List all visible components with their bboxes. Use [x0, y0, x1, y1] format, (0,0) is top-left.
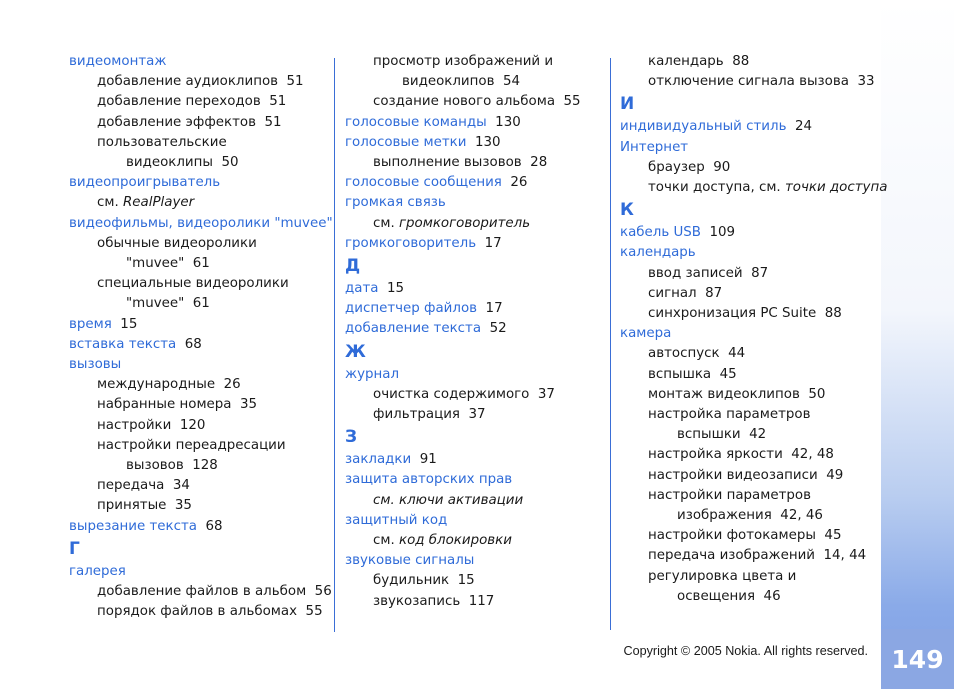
index-subentry [620, 405, 875, 425]
column-divider [610, 58, 611, 630]
index-entry-text: создание нового альбома 55 [373, 94, 581, 110]
index-subentry [620, 284, 875, 304]
index-entry-text: настройки параметров [648, 487, 811, 503]
index-entry-text: 17 [476, 235, 502, 251]
index-entry-text: монтаж видеоклипов 50 [648, 386, 826, 402]
index-cross-reference: точки доступа [784, 180, 888, 196]
index-entry-text: передача изображений 14, 44 [648, 548, 867, 564]
index-subentry [345, 571, 607, 591]
index-topic-link[interactable]: видеофильмы, видеоролики "muvee" [69, 215, 333, 231]
index-subentry [620, 567, 875, 587]
index-entry-text: "muvee" 61 [126, 296, 210, 312]
index-topic-link[interactable]: видеопроигрыватель [69, 175, 221, 191]
index-topic-link[interactable]: календарь [620, 245, 696, 261]
index-entry-text: звукозапись 117 [373, 593, 495, 609]
index-column-3 [620, 52, 888, 607]
index-entry-text: 130 [466, 134, 501, 150]
index-entry [345, 234, 607, 254]
index-entry-text: вспышка 45 [648, 366, 737, 382]
index-topic-link[interactable]: защитный код [345, 512, 448, 528]
index-subentry [620, 526, 875, 546]
index-subentry [69, 133, 331, 153]
index-entry-text: настройка параметров [648, 407, 811, 423]
index-entry-text: набранные номера 35 [97, 397, 258, 413]
index-topic-link[interactable]: галерея [69, 563, 126, 579]
index-subentry [69, 72, 331, 92]
index-entry [345, 133, 607, 153]
index-entry-text: просмотр изображений и [373, 54, 554, 69]
index-entry [620, 324, 875, 344]
index-entry-text: настройки 120 [97, 417, 206, 433]
index-entry [69, 214, 331, 234]
index-topic-link[interactable]: диспетчер файлов [345, 301, 478, 317]
index-entry-text: добавление аудиоклипов 51 [97, 74, 304, 90]
index-letter-heading: И [620, 94, 635, 115]
index-entry [69, 315, 331, 335]
index-subentry [69, 92, 331, 112]
index-entry [345, 319, 607, 339]
index-entry-text: принятые 35 [97, 498, 192, 514]
index-subentry [69, 193, 331, 213]
index-subentry [345, 92, 607, 112]
index-entry-text: будильник 15 [373, 573, 475, 589]
index-subentry [69, 294, 331, 314]
index-subentry [620, 385, 875, 405]
index-subentry [345, 214, 607, 234]
index-subentry [620, 52, 875, 72]
index-entry-text: вызовов 128 [126, 458, 218, 474]
index-topic-link[interactable]: голосовые команды [345, 114, 487, 130]
index-entry-text: 130 [486, 114, 521, 130]
index-entry [345, 470, 607, 490]
column-divider [334, 58, 335, 632]
index-entry [69, 517, 331, 537]
index-entry-text: 26 [501, 175, 528, 191]
index-entry-text: настройки переадресации [97, 437, 286, 453]
index-topic-link[interactable]: индивидуальный стиль [620, 119, 787, 135]
index-subentry [69, 375, 331, 395]
index-entry [345, 450, 607, 470]
index-entry-text: международные 26 [97, 377, 241, 393]
index-entry-text: календарь 88 [648, 54, 750, 69]
index-subentry [620, 506, 875, 526]
index-entry [69, 173, 331, 193]
index-letter-heading: К [620, 200, 634, 221]
index-cross-reference: см. ключи активации [373, 492, 524, 508]
index-entry-text: 68 [176, 336, 202, 352]
copyright-notice: Copyright © 2005 Nokia. All rights reserved. [623, 644, 868, 658]
index-subentry [345, 385, 607, 405]
index-entry-text: см. [97, 195, 123, 211]
index-subentry [620, 344, 875, 364]
index-subentry [345, 72, 607, 92]
index-subentry [620, 587, 875, 607]
index-subentry [69, 113, 331, 133]
index-entry-text: 52 [481, 321, 507, 337]
index-entry [345, 173, 607, 193]
index-topic-link[interactable]: видеомонтаж [69, 54, 167, 69]
index-subentry [69, 153, 331, 173]
index-entry-text: 15 [378, 281, 405, 297]
index-subentry [620, 445, 875, 465]
index-entry-text: обычные видеоролики [97, 235, 257, 251]
page-sidebar-decoration [881, 0, 954, 689]
index-subentry [345, 153, 607, 173]
index-topic-link[interactable]: защита авторских прав [345, 472, 513, 488]
index-entry [345, 279, 607, 299]
index-subentry [69, 602, 331, 622]
index-entry-text: видеоклипы 50 [126, 155, 239, 171]
index-entry [345, 551, 607, 571]
index-topic-link[interactable]: голосовые метки [345, 134, 467, 150]
index-subentry [620, 546, 875, 566]
index-entry-text: выполнение вызовов 28 [373, 155, 548, 171]
index-subentry [620, 304, 875, 324]
index-topic-link[interactable]: громкая связь [345, 195, 446, 211]
index-entry-text: фильтрация 37 [373, 407, 486, 423]
index-letter-heading: Г [69, 538, 80, 559]
index-subentry [620, 425, 875, 445]
index-subentry [620, 264, 875, 284]
index-subentry [69, 416, 331, 436]
index-entry-text: 91 [411, 452, 437, 468]
index-entry-text: настройка яркости 42, 48 [648, 447, 834, 463]
index-entry-text: передача 34 [97, 478, 190, 494]
index-subentry [69, 456, 331, 476]
index-entry [69, 562, 331, 582]
index-topic-link[interactable]: время [69, 316, 112, 332]
index-entry-text: "muvee" 61 [126, 256, 210, 272]
index-entry-text: добавление эффектов 51 [97, 114, 282, 130]
index-subentry [69, 234, 331, 254]
index-entry-text: браузер 90 [648, 159, 731, 175]
index-topic-link[interactable]: Интернет [620, 139, 689, 155]
index-entry-text: специальные видеоролики [97, 276, 289, 292]
index-entry [620, 223, 875, 243]
index-cross-reference: RealPlayer [122, 195, 195, 211]
index-entry [69, 355, 331, 375]
index-entry-text: освещения 46 [677, 588, 781, 604]
index-letter-heading: Д [345, 256, 361, 277]
index-entry-text: регулировка цвета и [648, 568, 797, 584]
index-subentry [345, 52, 607, 72]
index-entry-text: 109 [701, 225, 736, 241]
index-entry [345, 299, 607, 319]
index-topic-link[interactable]: звуковые сигналы [345, 553, 475, 569]
index-entry-text: 17 [477, 301, 503, 317]
index-column-1 [69, 52, 331, 622]
index-entry [69, 52, 331, 72]
index-entry-text: отключение сигнала вызова 33 [648, 74, 875, 90]
index-entry-text: автоспуск 44 [648, 346, 746, 362]
index-topic-link[interactable]: вставка текста [69, 336, 177, 352]
index-topic-link[interactable]: громкоговоритель [345, 235, 477, 251]
index-entry-text: ввод записей 87 [648, 265, 769, 281]
index-entry [345, 511, 607, 531]
index-entry-text: синхронизация PC Suite 88 [648, 306, 842, 322]
page-number: 149 [881, 629, 954, 689]
index-entry [620, 117, 875, 137]
index-entry-text: 68 [196, 518, 223, 534]
index-subentry [620, 466, 875, 486]
index-subentry [69, 496, 331, 516]
index-entry-text: 15 [111, 316, 138, 332]
index-entry [69, 335, 331, 355]
index-subentry [69, 476, 331, 496]
index-subentry [620, 178, 888, 198]
index-entry-text: вспышки 42 [677, 427, 767, 443]
index-letter-heading: Ж [345, 341, 366, 362]
index-subentry [69, 274, 331, 294]
index-subentry [345, 491, 607, 511]
index-entry-text: очистка содержимого 37 [373, 386, 555, 402]
index-topic-link[interactable]: журнал [345, 366, 400, 382]
index-entry-text: добавление переходов 51 [97, 94, 287, 110]
index-topic-link[interactable]: камера [620, 326, 672, 342]
index-entry [345, 193, 607, 213]
index-entry-text: видеоклипов 54 [402, 74, 521, 90]
index-entry-text: точки доступа, см. [648, 180, 785, 196]
index-topic-link[interactable]: вызовы [69, 357, 122, 373]
index-entry-text: порядок файлов в альбомах 55 [97, 604, 323, 620]
index-subentry [620, 486, 875, 506]
index-column-2 [345, 52, 607, 612]
index-subentry [345, 405, 607, 425]
index-topic-link[interactable]: кабель USB [620, 225, 701, 241]
index-cross-reference: код блокировки [398, 533, 512, 549]
index-entry-text: изображения 42, 46 [677, 508, 823, 524]
index-subentry [69, 254, 331, 274]
index-entry-text: добавление файлов в альбом 56 [97, 584, 332, 600]
index-entry-text: настройки видеозаписи 49 [648, 467, 844, 483]
index-entry-text: 24 [786, 119, 813, 135]
index-subentry [345, 592, 607, 612]
index-entry [620, 138, 875, 158]
index-topic-link[interactable]: дата [345, 281, 379, 297]
index-subentry [69, 436, 331, 456]
index-entry-text: см. [373, 533, 399, 549]
index-entry-text: настройки фотокамеры 45 [648, 528, 842, 544]
index-subentry [345, 531, 607, 551]
index-subentry [620, 158, 875, 178]
index-subentry [69, 395, 331, 415]
index-entry-text: сигнал 87 [648, 285, 723, 301]
index-topic-link[interactable]: голосовые сообщения [345, 175, 502, 191]
index-entry [345, 113, 607, 133]
index-entry-text: см. [373, 215, 399, 231]
index-entry [620, 243, 875, 263]
index-topic-link[interactable]: вырезание текста [69, 518, 197, 534]
index-letter-heading: З [345, 427, 358, 448]
index-entry-text: пользовательские [97, 134, 227, 150]
index-topic-link[interactable]: добавление текста [345, 321, 482, 337]
index-entry [345, 365, 607, 385]
index-topic-link[interactable]: закладки [345, 452, 412, 468]
index-subentry [69, 582, 331, 602]
index-cross-reference: громкоговоритель [398, 215, 531, 231]
index-subentry [620, 365, 875, 385]
index-subentry [620, 72, 875, 92]
